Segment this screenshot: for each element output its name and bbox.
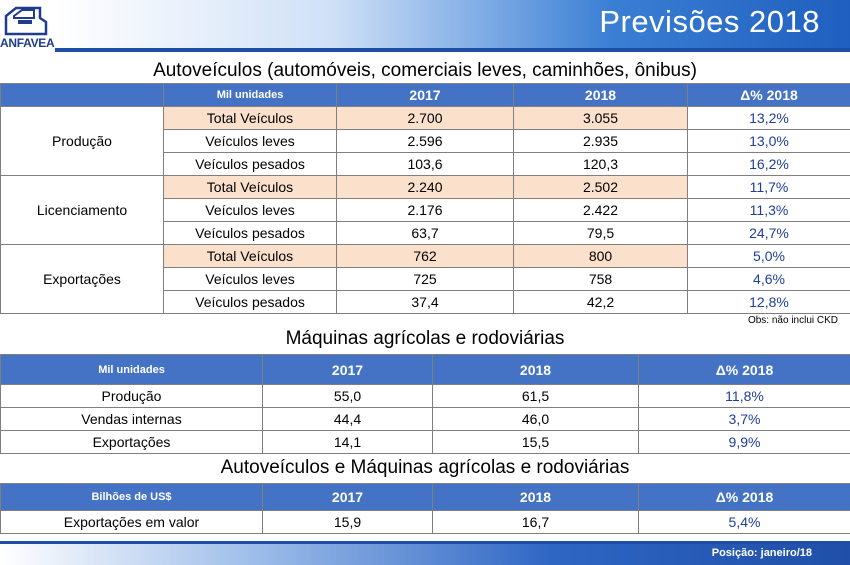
value-pct: 13,2%	[688, 107, 850, 130]
row-label: Exportações em valor	[1, 511, 263, 534]
value-2018: 120,3	[514, 153, 688, 176]
value-2017: 2.240	[337, 176, 514, 199]
table-row	[1, 107, 850, 130]
row-label: Veículos leves	[164, 130, 337, 153]
value-2018: 42,2	[514, 291, 688, 314]
value-2018: 15,5	[433, 431, 639, 454]
footer-position-date: Posição: janeiro/18	[711, 547, 812, 559]
value-pct: 4,6%	[688, 268, 850, 291]
value-2017: 37,4	[337, 291, 514, 314]
value-2017: 762	[337, 245, 514, 268]
value-2017: 55,0	[263, 385, 433, 408]
category-cell: Produção	[1, 107, 164, 176]
table-row	[1, 245, 850, 268]
value-pct: 11,3%	[688, 199, 850, 222]
page-title: Previsões 2018	[599, 4, 820, 39]
value-2017: 2.596	[337, 130, 514, 153]
row-label: Vendas internas	[1, 408, 263, 431]
value-2017: 15,9	[263, 511, 433, 534]
value-pct: 24,7%	[688, 222, 850, 245]
value-2018: 3.055	[514, 107, 688, 130]
value-2018: 758	[514, 268, 688, 291]
section1-title: Autoveículos (automóveis, comerciais leves, caminhões, ônibus)	[153, 60, 697, 81]
row-label: Veículos pesados	[164, 291, 337, 314]
header-2018: 2018	[433, 355, 639, 385]
value-2018: 800	[514, 245, 688, 268]
header-2017: 2017	[337, 84, 514, 107]
header-delta: Δ% 2018	[688, 84, 850, 107]
row-label: Total Veículos	[164, 107, 337, 130]
autoveiculos-table	[0, 83, 850, 314]
value-2017: 2.176	[337, 199, 514, 222]
value-pct: 11,8%	[639, 385, 850, 408]
header-delta: Δ% 2018	[639, 355, 850, 385]
value-2018: 79,5	[514, 222, 688, 245]
value-pct: 3,7%	[639, 408, 850, 431]
header-units: Mil unidades	[164, 84, 337, 107]
value-2018: 2.422	[514, 199, 688, 222]
value-2017: 103,6	[337, 153, 514, 176]
section2-title: Máquinas agrícolas e rodoviárias	[285, 328, 565, 349]
row-label: Total Veículos	[164, 245, 337, 268]
value-2018: 61,5	[433, 385, 639, 408]
header-2017: 2017	[263, 484, 433, 511]
header-delta: Δ% 2018	[639, 484, 850, 511]
row-label: Produção	[1, 385, 263, 408]
table-row	[1, 511, 850, 534]
table-row	[1, 408, 850, 431]
header-2017: 2017	[263, 355, 433, 385]
header-units: Bilhões de US$	[1, 484, 263, 511]
header-underline	[55, 48, 850, 52]
row-label: Veículos leves	[164, 199, 337, 222]
category-cell: Exportações	[1, 245, 164, 314]
row-label: Veículos leves	[164, 268, 337, 291]
section3-title: Autoveículos e Máquinas agrícolas e rodoviárias	[220, 457, 630, 478]
value-pct: 5,0%	[688, 245, 850, 268]
row-label: Total Veículos	[164, 176, 337, 199]
table-row	[1, 385, 850, 408]
row-label: Veículos pesados	[164, 222, 337, 245]
header-2018: 2018	[433, 484, 639, 511]
table-header-row	[1, 484, 850, 511]
value-2017: 63,7	[337, 222, 514, 245]
table-row	[1, 431, 850, 454]
value-pct: 16,2%	[688, 153, 850, 176]
value-2018: 46,0	[433, 408, 639, 431]
value-pct: 9,9%	[639, 431, 850, 454]
value-2017: 2.700	[337, 107, 514, 130]
logo-text: ANFAVEA	[0, 36, 55, 50]
footer-topline	[0, 541, 850, 544]
table-header-row	[1, 355, 850, 385]
value-2018: 2.502	[514, 176, 688, 199]
table-header-row	[1, 84, 850, 107]
row-label: Veículos pesados	[164, 153, 337, 176]
footer-band	[0, 541, 850, 565]
category-cell: Licenciamento	[1, 176, 164, 245]
value-2017: 44,4	[263, 408, 433, 431]
value-2017: 14,1	[263, 431, 433, 454]
header-units: Mil unidades	[1, 355, 263, 385]
value-pct: 11,7%	[688, 176, 850, 199]
value-pct: 13,0%	[688, 130, 850, 153]
maquinas-table	[0, 354, 850, 454]
value-pct: 12,8%	[688, 291, 850, 314]
value-2017: 725	[337, 268, 514, 291]
row-label: Exportações	[1, 431, 263, 454]
value-pct: 5,4%	[639, 511, 850, 534]
exportacoes-valor-table	[0, 483, 850, 534]
header-2018: 2018	[514, 84, 688, 107]
value-2018: 16,7	[433, 511, 639, 534]
value-2018: 2.935	[514, 130, 688, 153]
table-row	[1, 176, 850, 199]
note-ckd: Obs: não inclui CKD	[747, 315, 838, 326]
